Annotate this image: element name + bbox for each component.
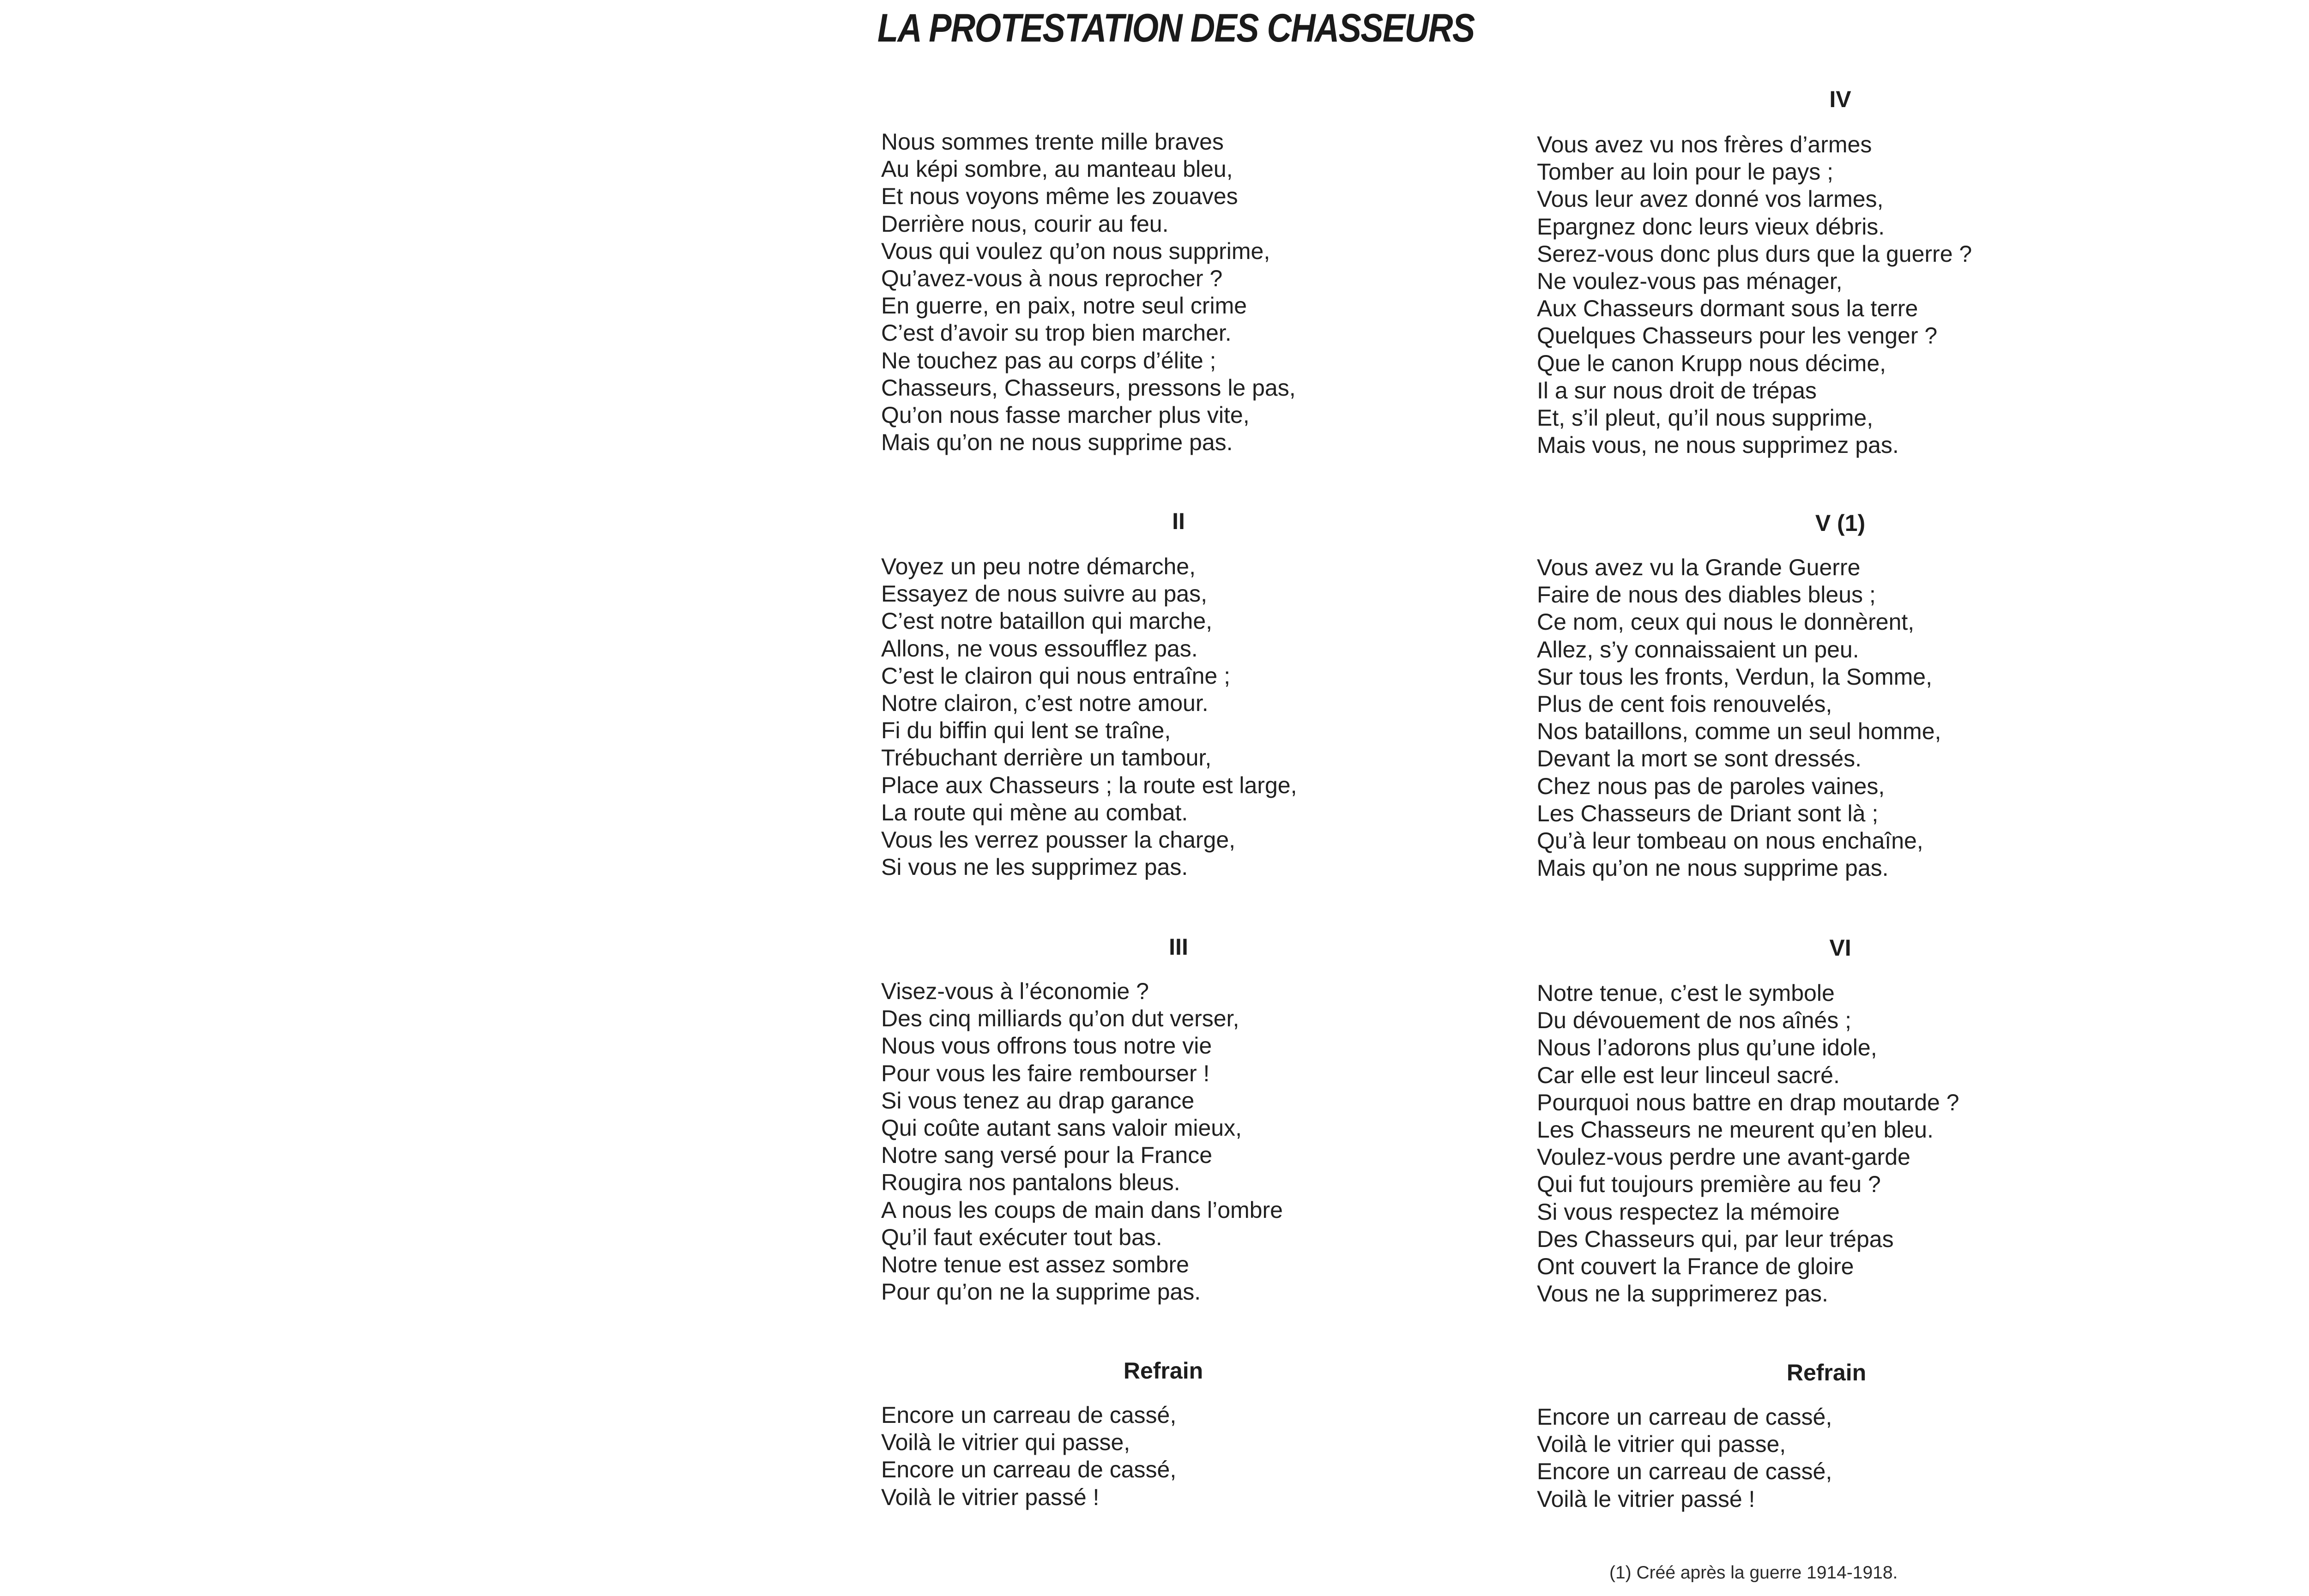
verse-line: Mais vous, ne nous supprimez pas. <box>1537 432 1899 458</box>
verse-line: Place aux Chasseurs ; la route est large, <box>881 772 1297 798</box>
verse-line: Les Chasseurs ne meurent qu’en bleu. <box>1537 1117 1934 1143</box>
verse-line: Encore un carreau de cassé, <box>1537 1404 1832 1430</box>
verse-line: Epargnez donc leurs vieux débris. <box>1537 213 1885 240</box>
verse-line: Notre clairon, c’est notre amour. <box>881 690 1209 717</box>
stanza-5-heading: V (1) <box>1815 510 1866 536</box>
stanza-4 <box>1537 131 1972 459</box>
stanza-5 <box>1537 554 1941 882</box>
verse-line: Que le canon Krupp nous décime, <box>1537 350 1886 376</box>
verse-line: Vous avez vu nos frères d’armes <box>1537 132 1872 157</box>
verse-line: Nous l’adorons plus qu’une idole, <box>1537 1035 1877 1061</box>
verse-line: Allez, s’y connaissaient un peu. <box>1537 636 1859 662</box>
verse-line: Chez nous pas de paroles vaines, <box>1537 773 1885 799</box>
verse-line: C’est le clairon qui nous entraîne ; <box>881 662 1230 689</box>
verse-line: Notre tenue est assez sombre <box>881 1252 1189 1278</box>
verse-line: Voulez-vous perdre une avant-garde <box>1537 1144 1910 1170</box>
verse-line: Pour vous les faire rembourser ! <box>881 1060 1210 1086</box>
verse-line: Car elle est leur linceul sacré. <box>1537 1062 1840 1088</box>
verse-line: Tomber au loin pour le pays ; <box>1537 159 1834 185</box>
verse-line: Notre tenue, c’est le symbole <box>1537 980 1835 1006</box>
verse-line: Nos bataillons, comme un seul homme, <box>1537 718 1941 745</box>
verse-line: Ne touchez pas au corps d’élite ; <box>881 347 1216 373</box>
verse-line: Essayez de nous suivre au pas, <box>881 581 1207 607</box>
verse-line: C’est notre bataillon qui marche, <box>881 608 1213 634</box>
verse-line: Ne voulez-vous pas ménager, <box>1537 268 1843 295</box>
verse-line: Les Chasseurs de Driant sont là ; <box>1537 800 1879 826</box>
verse-line: Rougira nos pantalons bleus. <box>881 1169 1180 1196</box>
refrain-left-heading: Refrain <box>1123 1358 1203 1384</box>
verse-line: En guerre, en paix, notre seul crime <box>881 293 1247 319</box>
stanza-2-heading: II <box>1172 508 1185 534</box>
verse-line: Qu’avez-vous à nous reprocher ? <box>881 265 1223 292</box>
verse-line: Ce nom, ceux qui nous le donnèrent, <box>1537 609 1915 635</box>
verse-line: Sur tous les fronts, Verdun, la Somme, <box>1537 663 1932 690</box>
verse-line: Vous qui voulez qu’on nous supprime, <box>881 238 1270 264</box>
verse-line: Pour qu’on ne la supprime pas. <box>881 1279 1201 1305</box>
verse-line: Et nous voyons même les zouaves <box>881 183 1238 210</box>
verse-line: Voyez un peu notre démarche, <box>881 554 1196 579</box>
verse-line: Il a sur nous droit de trépas <box>1537 377 1817 404</box>
verse-line: Qui fut toujours première au feu ? <box>1537 1171 1881 1198</box>
stanza-6 <box>1537 980 1959 1307</box>
stanza-1 <box>881 128 1296 456</box>
verse-line: Voilà le vitrier qui passe, <box>1537 1431 1786 1457</box>
stanza-4-heading: IV <box>1829 86 1851 112</box>
refrain-right-heading: Refrain <box>1786 1360 1867 1385</box>
verse-line: Si vous tenez au drap garance <box>881 1087 1195 1114</box>
verse-line: A nous les coups de main dans l’ombre <box>881 1197 1283 1223</box>
stanza-3-heading: III <box>1169 934 1188 960</box>
verse-line: Derrière nous, courir au feu. <box>881 211 1169 237</box>
verse-line: Vous avez vu la Grande Guerre <box>1537 554 1861 580</box>
verse-line: Plus de cent fois renouvelés, <box>1537 691 1832 717</box>
verse-line: Aux Chasseurs dormant sous la terre <box>1537 295 1918 322</box>
refrain-left <box>881 1402 1176 1511</box>
verse-line: Visez-vous à l’économie ? <box>881 978 1149 1004</box>
stanza-3 <box>881 978 1283 1306</box>
verse-line: Faire de nous des diables bleus ; <box>1537 582 1876 608</box>
verse-line: Vous leur avez donné vos larmes, <box>1537 186 1884 212</box>
verse-line: Allons, ne vous essoufflez pas. <box>881 635 1198 662</box>
verse-line: La route qui mène au combat. <box>881 799 1188 825</box>
verse-line: Voilà le vitrier passé ! <box>881 1484 1100 1510</box>
verse-line: Trébuchant derrière un tambour, <box>881 745 1212 771</box>
verse-line: Si vous respectez la mémoire <box>1537 1199 1840 1225</box>
verse-line: Encore un carreau de cassé, <box>881 1457 1177 1483</box>
verse-line: Mais qu’on ne nous supprime pas. <box>881 429 1233 456</box>
verse-line: C’est d’avoir su trop bien marcher. <box>881 320 1232 346</box>
stanza-6-heading: VI <box>1829 935 1851 961</box>
verse-line: Qu’à leur tombeau on nous enchaîne, <box>1537 828 1923 854</box>
verse-line: Encore un carreau de cassé, <box>881 1402 1177 1428</box>
stanza-2 <box>881 553 1297 881</box>
refrain-right <box>1537 1403 1832 1513</box>
verse-line: Voilà le vitrier qui passe, <box>881 1429 1130 1456</box>
verse-line: Chasseurs, Chasseurs, pressons le pas, <box>881 374 1296 401</box>
verse-line: Devant la mort se sont dressés. <box>1537 746 1862 772</box>
verse-line: Du dévouement de nos aînés ; <box>1537 1007 1852 1034</box>
verse-line: Voilà le vitrier passé ! <box>1537 1486 1755 1512</box>
verse-line: Mais qu’on ne nous supprime pas. <box>1537 855 1889 881</box>
verse-line: Qu’il faut exécuter tout bas. <box>881 1224 1162 1250</box>
verse-line: Qu’on nous fasse marcher plus vite, <box>881 402 1250 428</box>
verse-line: Pourquoi nous battre en drap moutarde ? <box>1537 1089 1959 1115</box>
verse-line: Notre sang versé pour la France <box>881 1142 1213 1168</box>
verse-line: Ont couvert la France de gloire <box>1537 1253 1854 1280</box>
verse-line: Nous vous offrons tous notre vie <box>881 1033 1212 1059</box>
verse-line: Au képi sombre, au manteau bleu, <box>881 156 1233 182</box>
verse-line: Qui coûte autant sans valoir mieux, <box>881 1115 1242 1141</box>
verse-line: Et, s’il pleut, qu’il nous supprime, <box>1537 405 1874 431</box>
verse-line: Vous les verrez pousser la charge, <box>881 827 1236 853</box>
verse-line: Des cinq milliards qu’on dut verser, <box>881 1006 1239 1032</box>
song-title: LA PROTESTATION DES CHASSEURS <box>877 6 1475 50</box>
verse-line: Serez-vous donc plus durs que la guerre ? <box>1537 241 1972 267</box>
footnote: (1) Créé après la guerre 1914-1918. <box>1609 1563 1898 1583</box>
verse-line: Quelques Chasseurs pour les venger ? <box>1537 323 1938 349</box>
verse-line: Vous ne la supprimerez pas. <box>1537 1281 1828 1307</box>
verse-line: Nous sommes trente mille braves <box>881 129 1224 155</box>
verse-line: Fi du biffin qui lent se traîne, <box>881 717 1171 744</box>
verse-line: Des Chasseurs qui, par leur trépas <box>1537 1226 1894 1252</box>
verse-line: Encore un carreau de cassé, <box>1537 1458 1832 1485</box>
verse-line: Si vous ne les supprimez pas. <box>881 854 1188 880</box>
